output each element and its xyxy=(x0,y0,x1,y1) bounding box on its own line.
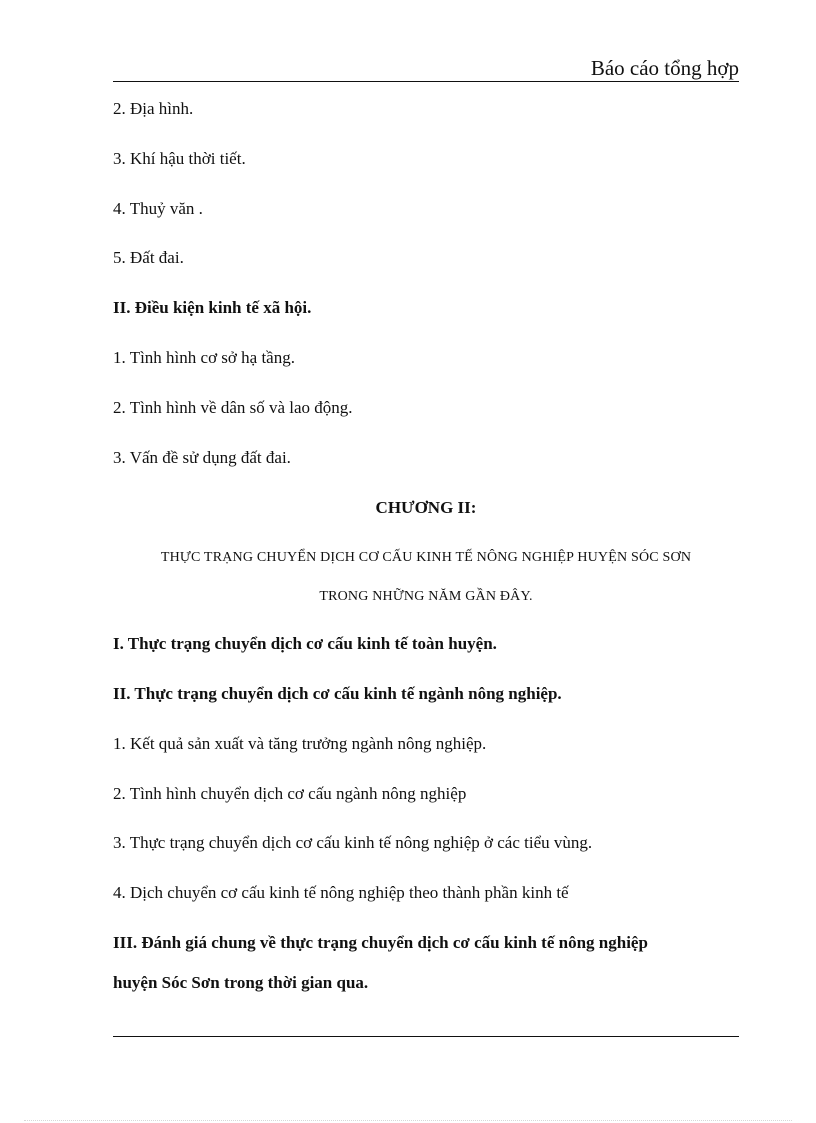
section-heading: III. Đánh giá chung về thực trạng chuyển dịch cơ cấu kinh tế nông nghiệp xyxy=(113,933,648,952)
list-item: 2. Tình hình chuyển dịch cơ cấu ngành nông nghiệp xyxy=(113,784,467,803)
section-heading: II. Thực trạng chuyển dịch cơ cấu kinh tế ngành nông nghiệp. xyxy=(113,684,562,703)
list-item: 1. Kết quả sản xuất và tăng trưởng ngành nông nghiệp. xyxy=(113,734,487,753)
list-item: 3. Khí hậu thời tiết. xyxy=(113,149,246,168)
footer-rule xyxy=(113,1036,739,1037)
list-item: 1. Tình hình cơ sở hạ tầng. xyxy=(113,348,295,367)
page-edge-dots xyxy=(24,1120,792,1121)
list-item: 2. Tình hình về dân số và lao động. xyxy=(113,398,353,417)
chapter-title: CHƯƠNG II: xyxy=(375,498,477,517)
section-heading: I. Thực trạng chuyển dịch cơ cấu kinh tế toàn huyện. xyxy=(113,634,497,653)
section-heading: II. Điều kiện kinh tế xã hội. xyxy=(113,298,312,317)
chapter-subtitle-line-1: THỰC TRẠNG CHUYỂN DỊCH CƠ CẤU KINH TẾ NÔNG NGHIỆP HUYỆN SÓC SƠN xyxy=(160,550,692,565)
section-heading-continuation: huyện Sóc Sơn trong thời gian qua. xyxy=(113,973,369,992)
list-item: 5. Đất đai. xyxy=(113,248,184,267)
header-rule xyxy=(113,81,739,82)
page-header-title: Báo cáo tổng hợp xyxy=(590,56,739,80)
list-item: 3. Vấn đề sử dụng đất đai. xyxy=(113,448,291,467)
list-item: 4. Thuỷ văn . xyxy=(113,199,203,218)
chapter-subtitle-line-2: TRONG NHỮNG NĂM GẦN ĐÂY. xyxy=(319,589,533,604)
list-item: 3. Thực trạng chuyển dịch cơ cấu kinh tế nông nghiệp ở các tiểu vùng. xyxy=(113,833,593,852)
list-item: 2. Địa hình. xyxy=(113,99,194,118)
list-item: 4. Dịch chuyển cơ cấu kinh tế nông nghiệp theo thành phần kinh tế xyxy=(113,883,569,902)
